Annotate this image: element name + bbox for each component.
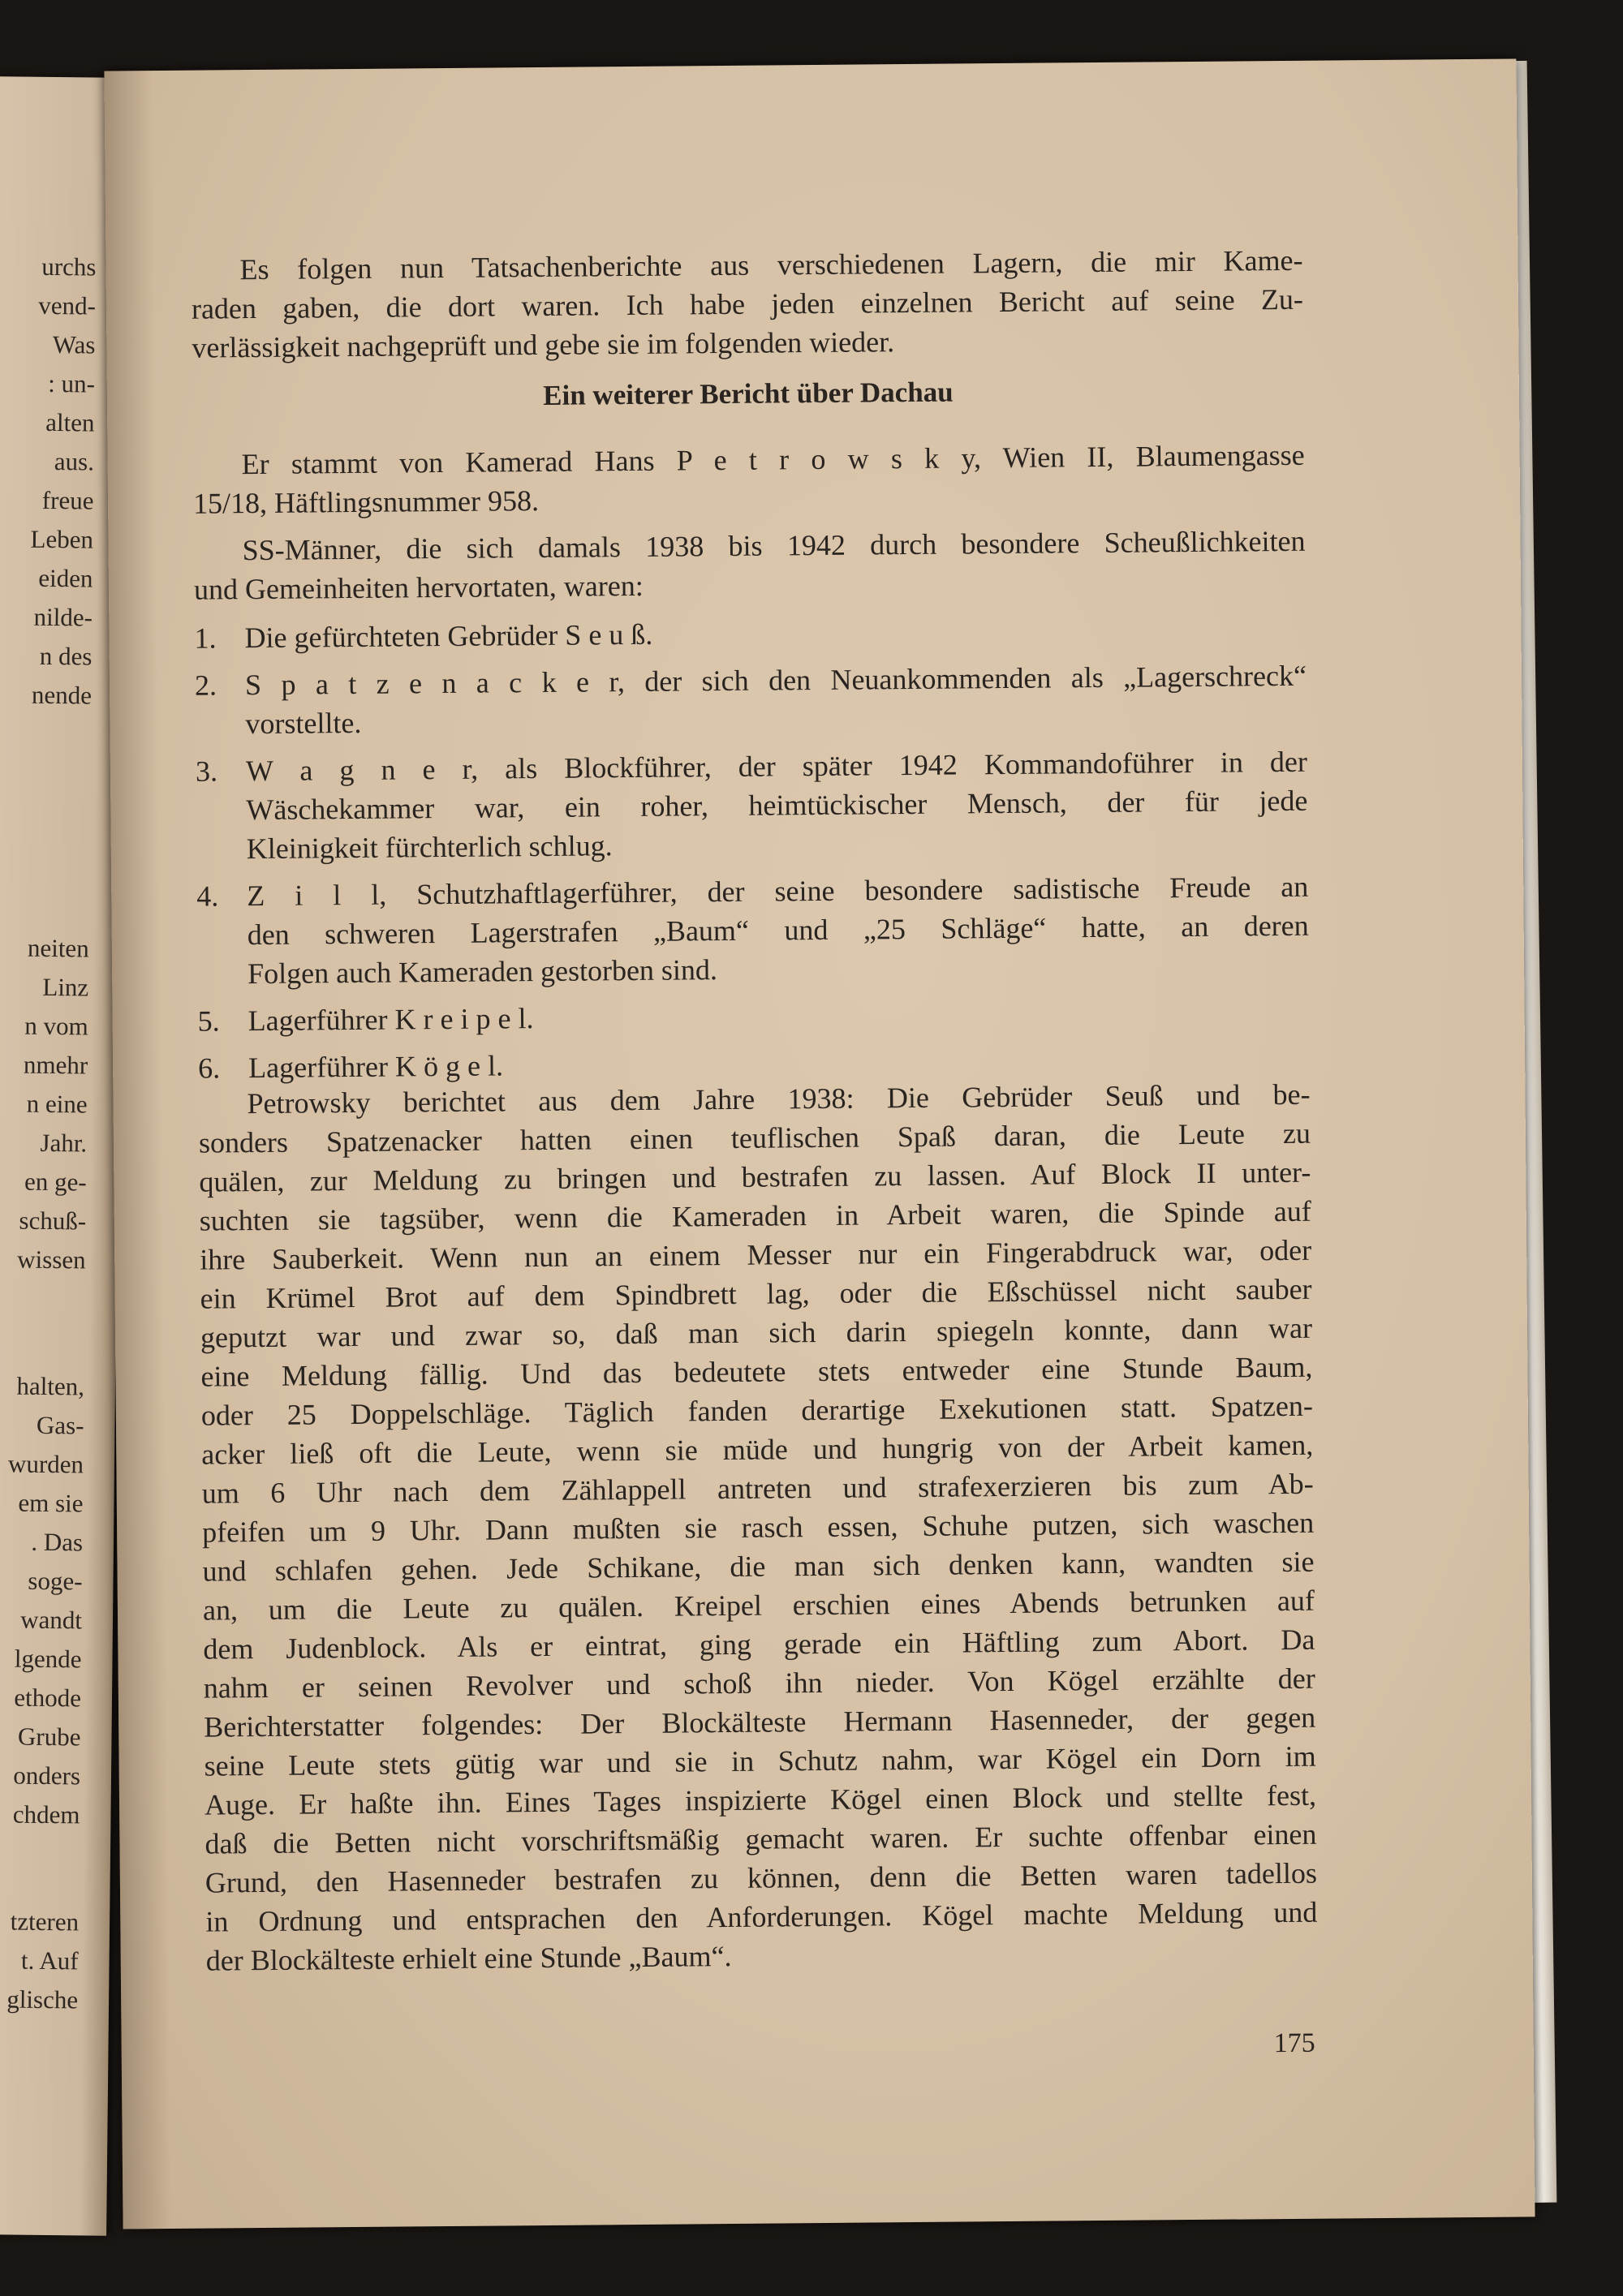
facing-page-text: tzteren — [10, 1907, 80, 1937]
text-line: oder 25 Doppelschläge. Täglich fanden derartige Exekutionen statt. Spatzen- — [200, 1389, 1314, 1432]
text-line: ein Krümel Brot auf dem Spindbrett lag, oder die Eßschüssel nicht sauber — [200, 1272, 1312, 1315]
facing-page-text: en ge- — [24, 1167, 87, 1197]
facing-page-text: neiten — [27, 933, 89, 963]
facing-page-text: nende — [31, 680, 93, 710]
text-line: suchten sie tagsüber, wenn die Kameraden in Arbeit waren, die Spinde auf — [199, 1194, 1311, 1237]
text-line: Er stammt von Kamerad Hans P e t r o w s k y, Wien II, Blaumengasse — [241, 438, 1305, 481]
facing-page-text: vend- — [38, 290, 97, 320]
facing-page-text: glische — [6, 1984, 79, 2014]
page-number: 175 — [1273, 2027, 1315, 2059]
list-number: 1. — [194, 621, 217, 655]
facing-page-text: Grube — [17, 1722, 81, 1752]
facing-page-text: n vom — [24, 1011, 88, 1041]
text-line: vorstellte. — [245, 706, 362, 741]
text-line: pfeifen um 9 Uhr. Dann mußten sie rasch essen, Schuhe putzen, sich waschen — [201, 1506, 1315, 1549]
text-line: dem Judenblock. Als er eintrat, ging gerade ein Häftling zum Abort. Da — [203, 1623, 1315, 1666]
facing-page-text: soge- — [28, 1566, 83, 1596]
text-line: sonders Spatzenacker hatten einen teuflischen Spaß daran, die Leute zu — [198, 1116, 1311, 1159]
facing-page-text: ethode — [14, 1683, 82, 1713]
facing-page-text: Gas- — [36, 1410, 84, 1440]
text-line: Petrowsky berichtet aus dem Jahre 1938: Die Gebrüder Seuß und be- — [247, 1077, 1311, 1120]
list-text: S p a t z e n a c k e r, der sich den Neuankommenden als „Lagerschreck“ — [244, 659, 1307, 702]
list-number: 4. — [196, 879, 219, 913]
text-line: seine Leute stets gütig war und sie in Schutz nahm, war Kögel ein Dorn im — [204, 1739, 1316, 1782]
text-line: verlässigkeit nachgeprüft und gebe sie im folgenden wieder. — [192, 325, 895, 364]
facing-page-text: Jahr. — [40, 1128, 88, 1158]
text-line: nahm er seinen Revolver und schoß ihn nieder. Von Kögel erzählte der — [203, 1662, 1315, 1705]
facing-page-text: Linz — [42, 972, 89, 1002]
text-line: und schlafen gehen. Jede Schikane, die man sich denken kann, wandten sie — [202, 1545, 1315, 1588]
text-line: geputzt war und zwar so, daß man sich darin spiegeln konnte, dann war — [200, 1311, 1313, 1354]
list-item — [197, 992, 1309, 1041]
facing-page-text: wurden — [7, 1449, 84, 1479]
text-line: an, um die Leute zu quälen. Kreipel erschien eines Abends betrunken auf — [202, 1584, 1315, 1627]
facing-page-text: aus. — [54, 447, 95, 476]
facing-page-text: nilde- — [33, 602, 93, 632]
facing-page-text: Was — [52, 329, 96, 359]
facing-page-text: onders — [13, 1761, 81, 1791]
report-paragraph — [198, 1075, 1318, 1980]
text-line: Grund, den Hasenneder bestrafen zu können, denn die Betten waren tadellos — [204, 1856, 1318, 1899]
facing-page-text: freue — [41, 485, 94, 515]
text-line: Es folgen nun Tatsachenberichte aus verschiedenen Lagern, die mir Kame- — [239, 243, 1303, 286]
facing-page-text: alten — [45, 407, 95, 437]
text-line: quälen, zur Meldung zu bringen und bestrafen zu lassen. Auf Block II unter- — [199, 1155, 1311, 1198]
perpetrator-list — [194, 609, 1310, 1088]
text-line: Auge. Er haßte ihn. Eines Tages inspizierte Kögel einen Block und stellte fest, — [204, 1778, 1317, 1821]
list-item — [196, 867, 1309, 994]
facing-page-text: wandt — [20, 1605, 83, 1635]
list-text: Lagerführer K ö g e l. — [248, 1049, 504, 1085]
text-line: ihre Sauberkeit. Wenn nun an einem Messer nur ein Fingerabdruck war, oder — [200, 1233, 1312, 1276]
text-line: SS-Männer, die sich damals 1938 bis 1942 durch besondere Scheußlichkeiten — [242, 524, 1306, 567]
text-line: in Ordnung und entsprachen den Anforderungen. Kögel machte Meldung und — [205, 1895, 1318, 1938]
list-number: 3. — [195, 755, 218, 788]
intro-paragraph — [191, 241, 1303, 368]
source-paragraph — [192, 436, 1305, 523]
facing-page-text: urchs — [41, 252, 97, 282]
list-text: Z i l l, Schutzhaftlagerführer, der seine besondere sadistische Freude an — [247, 870, 1309, 913]
facing-page-text: chdem — [12, 1799, 80, 1829]
facing-page-text: schuß- — [19, 1206, 87, 1236]
text-line: raden gaben, die dort waren. Ich habe jeden einzelnen Bericht auf seine Zu- — [191, 282, 1304, 325]
list-text: Die gefürchteten Gebrüder S e u ß. — [244, 617, 653, 655]
list-number: 5. — [197, 1004, 220, 1038]
text-line: den schweren Lagerstrafen „Baum“ und „25 Schläge“ hatte, an deren — [247, 909, 1309, 952]
text-line: Folgen auch Kameraden gestorben sind. — [247, 953, 718, 991]
list-number: 2. — [194, 669, 217, 702]
facing-page-text: n eine — [26, 1089, 88, 1119]
spine-shadow — [104, 71, 171, 2229]
text-line: acker ließ oft die Leute, wenn sie müde und hungrig von der Arbeit kamen, — [201, 1428, 1314, 1471]
ss-intro-paragraph — [193, 522, 1306, 609]
text-line: eine Meldung fällig. Und das bedeutete stets entweder eine Stunde Baum, — [200, 1350, 1313, 1393]
book-page — [104, 58, 1535, 2229]
text-line — [194, 609, 1306, 658]
facing-page-text: nmehr — [23, 1050, 88, 1080]
text-line: Berichterstatter folgendes: Der Blockälteste Hermann Hasenneder, der gegen — [204, 1701, 1316, 1743]
facing-page-text: Leben — [30, 524, 94, 554]
text-line: und Gemeinheiten hervortaten, waren: — [193, 569, 644, 606]
list-item — [196, 742, 1308, 869]
list-number: 6. — [197, 1051, 221, 1085]
list-item — [194, 609, 1306, 658]
facing-page-text: wissen — [17, 1245, 86, 1275]
text-line: um 6 Uhr nach dem Zählappell antreten und strafexerzieren bis zum Ab- — [201, 1467, 1314, 1510]
section-heading: Ein weiterer Bericht über Dachau — [543, 376, 954, 411]
text-line: Wäschekammer war, ein roher, heimtückischer Mensch, der für jede — [246, 784, 1308, 827]
facing-page-text: : un- — [48, 368, 96, 398]
facing-page-text: em sie — [18, 1488, 84, 1518]
facing-page-text: . Das — [31, 1527, 84, 1557]
text-line: 15/18, Häftlingsnummer 958. — [192, 484, 540, 520]
text-line: der Blockälteste erhielt eine Stunde „Baum“. — [205, 1939, 732, 1977]
text-line: Kleinigkeit fürchterlich schlug. — [246, 829, 613, 866]
list-item — [195, 656, 1307, 744]
facing-page-text: lgende — [14, 1644, 82, 1674]
facing-page-text: t. Auf — [20, 1946, 79, 1976]
text-line — [197, 992, 1309, 1041]
facing-page-text: eiden — [38, 563, 93, 593]
facing-page-text: n des — [39, 641, 93, 671]
list-text: Lagerführer K r e i p e l. — [248, 1002, 534, 1038]
list-text: W a g n e r, als Blockführer, der später 1942 Kommandoführer in der — [245, 745, 1308, 788]
text-line: daß die Betten nicht vorschriftsmäßig gemacht waren. Er suchte offenbar einen — [204, 1817, 1317, 1860]
facing-page-text: halten, — [16, 1371, 85, 1401]
